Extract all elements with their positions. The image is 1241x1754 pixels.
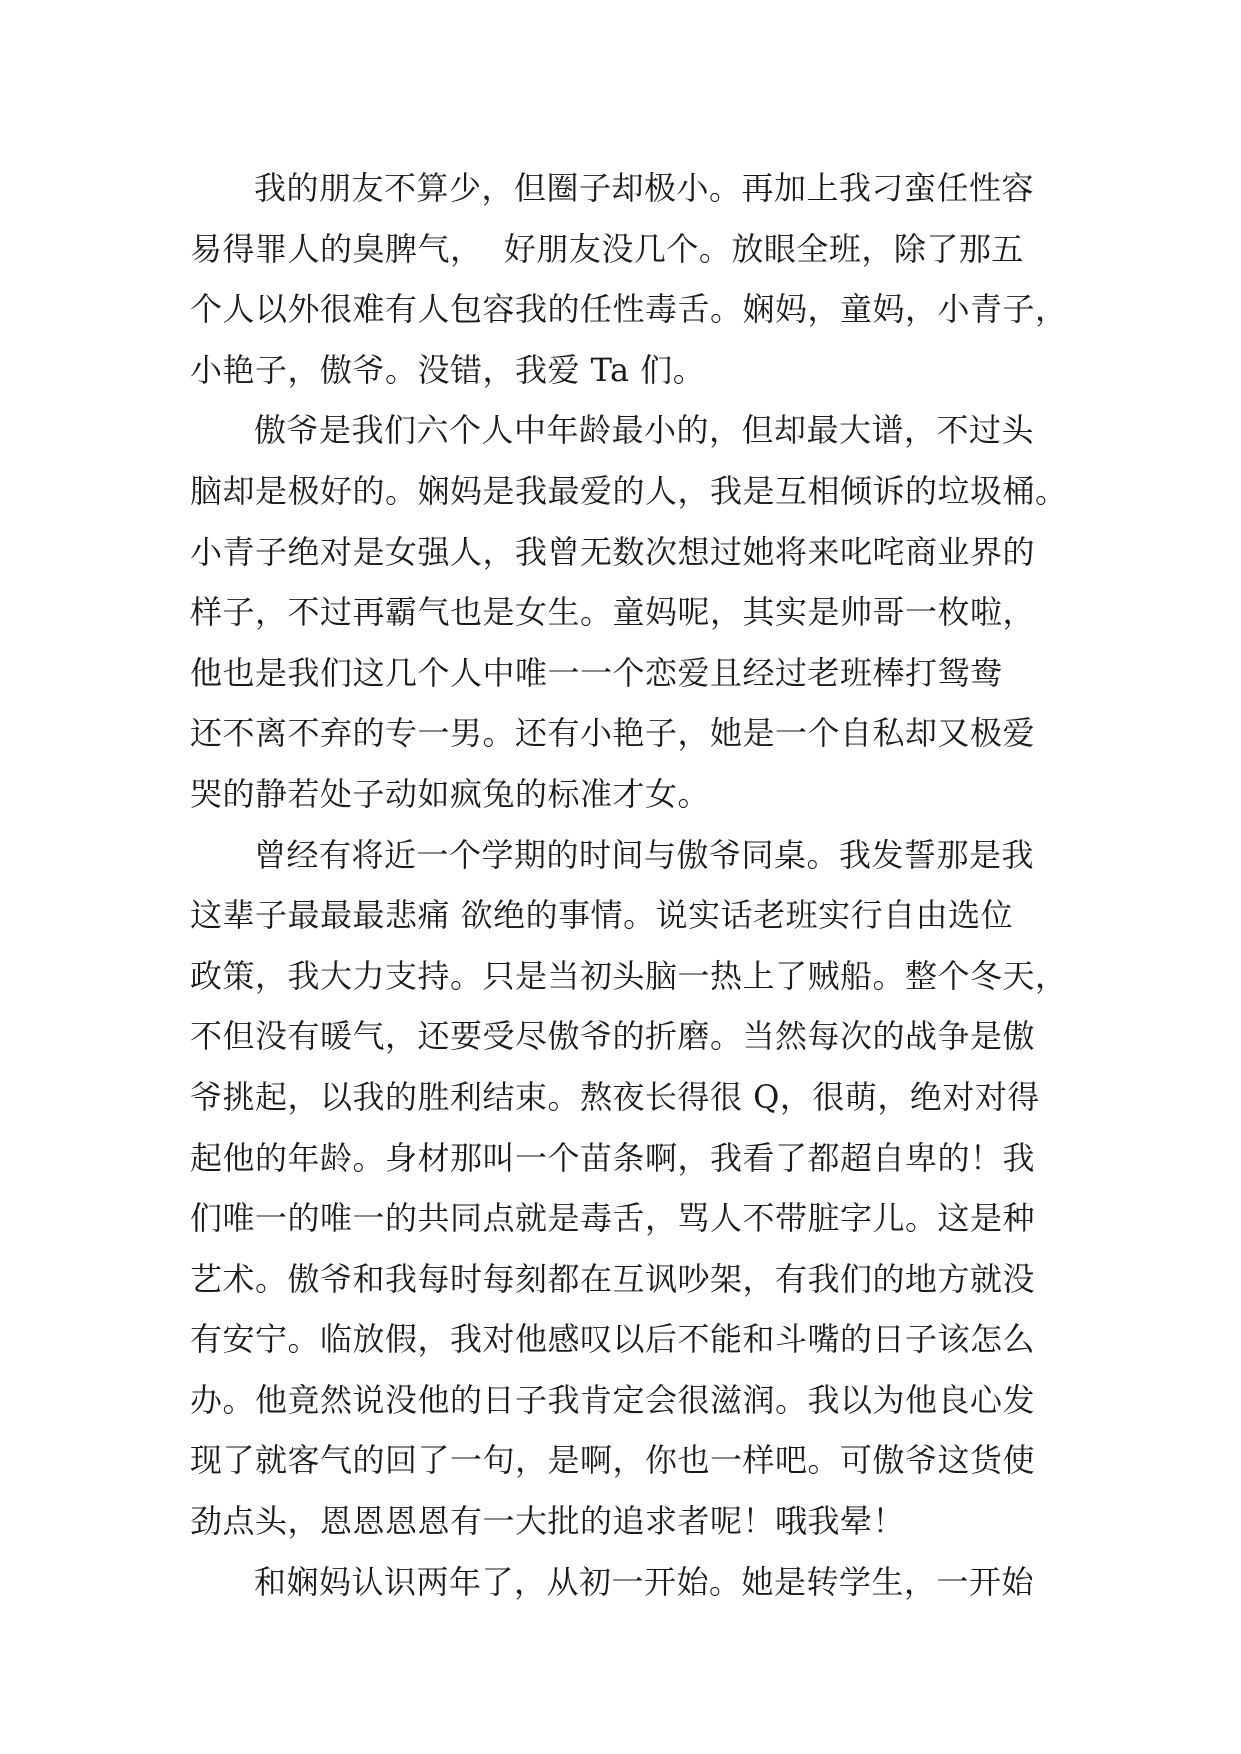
text-line: 们唯一的唯一的共同点就是毒舌，骂人不带脏字儿。这是种 [190, 1199, 1036, 1238]
text-line: 爷挑起，以我的胜利结束。熬夜长得很 Q，很萌，绝对对得 [190, 1077, 1040, 1116]
body-text [190, 158, 1070, 1612]
text-line: 个人以外很难有人包容我的任性毒舌。娴妈，童妈，小青子， [190, 290, 1068, 329]
text-line: 曾经有将近一个学期的时间与傲爷同桌。我发誓那是我 [254, 835, 1035, 874]
paragraph-2 [190, 400, 1070, 824]
paragraph-1 [190, 158, 1070, 400]
text-line: 和娴妈认识两年了，从初一开始。她是转学生，一开始 [254, 1562, 1035, 1601]
text-line: 办。他竟然说没他的日子我肯定会很滋润。我以为他良心发 [190, 1380, 1036, 1419]
text-line: 我的朋友不算少，但圈子却极小。再加上我刁蛮任性容 [254, 169, 1035, 207]
text-line: 小艳子，傲爷。没错，我爱 Ta 们。 [190, 350, 706, 389]
text-line: 小青子绝对是女强人，我曾无数次想过她将来叱咤商业界的 [190, 532, 1036, 571]
text-line: 哭的静若处子动如疯兔的标准才女。 [190, 774, 711, 813]
text-line: 政策，我大力支持。只是当初头脑一热上了贼船。整个冬天， [190, 956, 1068, 995]
text-line: 劲点头，恩恩恩恩有一大批的追求者呢！哦我晕！ [190, 1502, 906, 1541]
paragraph-3 [190, 825, 1070, 1552]
text-line: 艺术。傲爷和我每时每刻都在互讽吵架，有我们的地方就没 [190, 1259, 1036, 1298]
text-line: 这辈子最最最悲痛 欲绝的事情。说实话老班实行自由选位 [190, 896, 1014, 935]
text-line: 还不离不弃的专一男。还有小艳子，她是一个自私却又极爱 [190, 714, 1036, 753]
text-line: 起他的年龄。身材那叫一个苗条啊，我看了都超自卑的！我 [190, 1138, 1036, 1177]
text-line: 脑却是极好的。娴妈是我最爱的人，我是互相倾诉的垃圾桶。 [190, 471, 1068, 510]
text-line: 他也是我们这几个人中唯一一个恋爱且经过老班棒打鸳鸯 [190, 653, 1003, 692]
text-line: 傲爷是我们六个人中年龄最小的，但却最大谱，不过头 [254, 411, 1035, 450]
text-line: 不但没有暖气，还要受尽傲爷的折磨。当然每次的战争是傲 [190, 1017, 1036, 1056]
paragraph-4 [190, 1552, 1070, 1613]
text-line: 易得罪人的臭脾气， 好朋友没几个。放眼全班，除了那五 [190, 229, 1024, 268]
text-line: 现了就客气的回了一句，是啊，你也一样吧。可傲爷这货使 [190, 1441, 1036, 1480]
text-line: 样子，不过再霸气也是女生。童妈呢，其实是帅哥一枚啦， [190, 593, 1036, 632]
text-line: 有安宁。临放假，我对他感叹以后不能和斗嘴的日子该怎么 [190, 1320, 1036, 1359]
